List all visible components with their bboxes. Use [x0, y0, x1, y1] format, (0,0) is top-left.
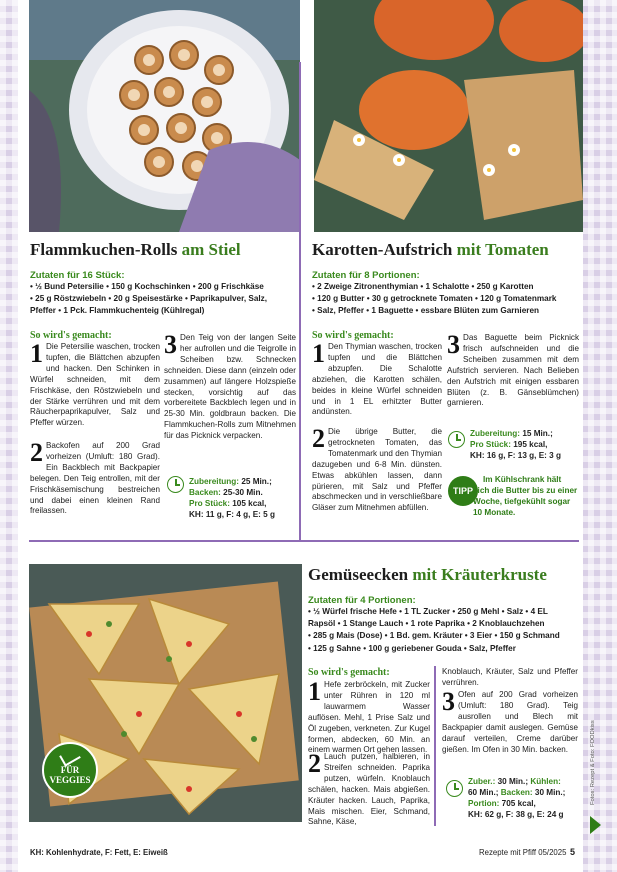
recipe3-clock-icon — [446, 780, 463, 797]
recipe3-ingredients-title: Zutaten für 4 Portionen: — [308, 595, 416, 606]
recipe3-info: Zuber.: 30 Min.; Kühlen: 60 Min.; Backen: 30 Min.; Portion: 705 kcal, KH: 62 g, F: 38 g, E: 24 g — [468, 777, 566, 819]
photo-flammkuchen-rolls — [29, 0, 300, 232]
recipe1-step3: 3 Den Teig von der langen Seite her aufrollen und die Teigrolle in Scheiben bzw. Schnecken schneiden. Diese dann (einzeln oder zusammen) auf längere Holzspieße stecken, vorsichtig auf das vorbereitete Backblech legen und in 25-30 Min. goldbraun backen. Die Flammkuchen-Rolls zum Mitnehmen für das Picknick verpacken. — [164, 330, 296, 441]
footer-legend: KH: Kohlenhydrate, F: Fett, E: Eiweiß — [30, 848, 168, 857]
recipe2-ingredients-title: Zutaten für 8 Portionen: — [312, 270, 420, 281]
tipp-badge: TIPP — [448, 476, 478, 506]
footer-magazine: Rezepte mit Pfiff 05/2025 — [479, 848, 567, 857]
recipe3-step1: 1 Hefe zerbröckeln, mit Zucker unter Rühren in 120 ml lauwarmem Wasser auflösen. Mehl, 1 Prise Salz und Öl zugeben, verkneten. Zur Kugel formen, abdecken, 60 Min. an einem warmen Ort gehen lassen. — [308, 677, 430, 755]
section-divider — [29, 540, 579, 542]
recipe2-title: Karotten-Aufstrich mit Tomaten — [312, 240, 549, 259]
recipe1-title: Flammkuchen-Rolls am Stiel — [30, 240, 241, 259]
recipe1-info: Zubereitung: 25 Min.; Backen: 25-30 Min. Pro Stück: 105 kcal, KH: 11 g, F: 4 g, E: 5 g — [189, 477, 275, 519]
recipe1-step1: 1 Die Petersilie waschen, trocken tupfen, die Blättchen abzupfen und hacken. Den Schinken in Würfel schneiden, mit dem Frischkäse, den Röstzwiebeln und der Stärke verrühren und mit dem Räucherpaprikapulver, Salz und Pfeffer würzen. — [30, 339, 160, 428]
badge-line1: FÜR — [60, 765, 80, 775]
recipe2-step2: 2 Die übrige Butter, die getrockneten Tomaten, das Tomatenmark und den Thymian dazugeben und 6-8 Min. dünsten. Etwas abkühlen lassen, dann pürieren, mit Salz und Pfeffer abschmecken und in verschließbare Gläser zum Mitnehmen abfüllen. — [312, 424, 442, 513]
recipe3-how-title: So wird's gemacht: — [308, 667, 390, 678]
next-page-arrow-icon — [590, 816, 601, 834]
recipe2-step3: 3 Das Baguette beim Picknick frisch aufschneiden und die Scheiben zusammen mit dem Aufstrich servieren. Nach Belieben den Aufstrich mit einigen essbaren Blüten (z. B. Gänseblümchen) garnieren. — [447, 330, 579, 408]
recipe2-clock-icon — [448, 431, 465, 448]
recipe1-clock-icon — [167, 476, 184, 493]
recipe1-step2: 2 Backofen auf 200 Grad vorheizen (Umluft: 180 Grad). Ein Backblech mit Backpapier belegen. Den Teig entrollen, mit der Frischkäsemischung bestreichen und dabei einen kleinen Rand freilassen. — [30, 438, 160, 516]
recipe2-info: Zubereitung: 15 Min.; Pro Stück: 195 kcal, KH: 16 g, F: 13 g, E: 3 g — [470, 429, 561, 460]
column-divider-bottom — [434, 666, 436, 826]
recipe3-title: Gemüseecken mit Kräuterkruste — [308, 565, 547, 584]
photo-karotten-aufstrich — [314, 0, 583, 232]
recipe3-ingredients: • ½ Würfel frische Hefe • 1 TL Zucker • 250 g Mehl • Salz • 4 EL Rapsöl • 1 Stange Lauch • 1 rote Paprika • 2 Knoblauchzehen • 285 g Mais (Dose) • 1 Bd. gem. Kräuter • 3 Eier • 150 g Schmand • 125 g Sahne • 100 g geriebener Gouda • Salz, Pfeffer — [308, 607, 560, 653]
recipe2-how-title: So wird's gemacht: — [312, 330, 394, 341]
photo-credit: Fotos: Rezept & Foto: FOODkiss — [590, 720, 596, 805]
page-number: 5 — [570, 847, 576, 857]
tipp-text: Im Kühlschrank hält sich die Butter bis zu einer Woche, tiefgekühlt sogar 10 Monate. — [473, 475, 578, 517]
recipe3-step2: 2 Lauch putzen, halbieren, in Streifen schneiden. Paprika putzen, würfeln. Knoblauch schälen, hacken. Mais abgießen. Kräuter hacken. Lauch, Paprika, Mais mischen. Eier, Schmand, Sahne, Käse, — [308, 749, 430, 827]
rolls-illustration — [29, 0, 300, 232]
recipe3-step2-continued: Knoblauch, Kräuter, Salz und Pfeffer verrühren. — [442, 667, 578, 687]
recipe2-step1: 1 Den Thymian waschen, trocken tupfen und die Blättchen abzupfen. Die Schalotte abziehen, die Karotten schälen, beides in kleine Würfel schneiden und in 1 EL erhitzter Butter andünsten. — [312, 339, 442, 417]
recipe1-ingredients: • ½ Bund Petersilie • 150 g Kochschinken • 200 g Frischkäse • 25 g Röstzwiebeln • 20 g Speisestärke • Paprikapulver, Salz, Pfeffer • 1 Pck. Flammkuchenteig (Kühlregal) — [30, 282, 268, 316]
badge-line2: VEGGIES — [49, 775, 91, 785]
recipe1-ingredients-title: Zutaten für 16 Stück: — [30, 270, 125, 281]
recipe3-step3: 3 Ofen auf 200 Grad vorheizen (Umluft: 180 Grad). Teig ausrollen und Blech mit Backpapier damit auslegen. Gemüse darauf verteilen, Creme darüber gießen. Im Ofen in 30 Min. backen. — [442, 687, 578, 754]
carrot-icon — [59, 747, 81, 766]
magazine-page — [18, 0, 583, 872]
spread-illustration — [314, 0, 583, 232]
recipe1-how-title: So wird's gemacht: — [30, 330, 112, 341]
veggie-badge — [42, 742, 98, 798]
recipe2-ingredients: • 2 Zweige Zitronenthymian • 1 Schalotte • 250 g Karotten • 120 g Butter • 30 g getrocknete Tomaten • 120 g Tomatenmark • Salz, Pfeffer • 1 Baguette • essbare Blüten zum Garnieren — [312, 282, 557, 316]
